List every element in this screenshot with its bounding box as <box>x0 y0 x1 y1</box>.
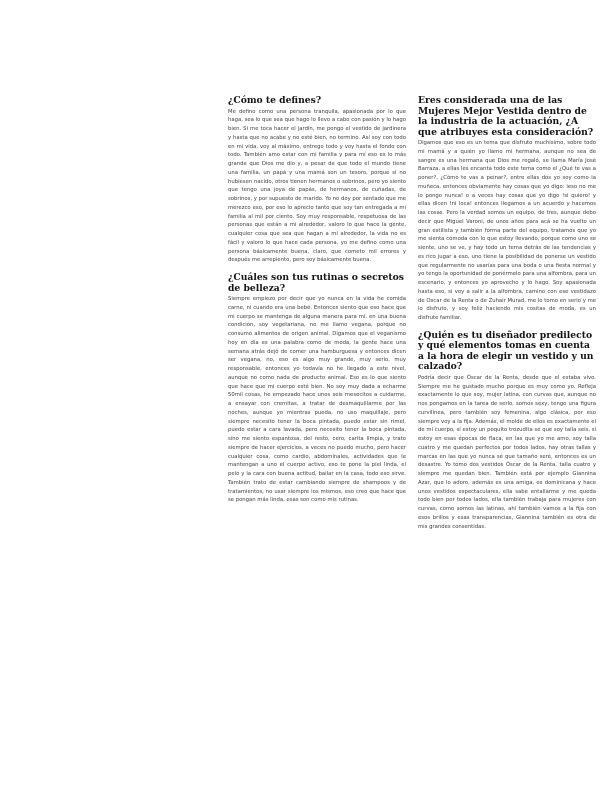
section-heading: ¿Cómo te defines? <box>228 95 322 106</box>
section-body: Siempre empiezo por decir que yo nunca en la vida he comida carne, ni cuando era una bebé. Entonces siento que eso hace que mi cuerpo se mantenga de alguna manera para mí, en una buena condición, soy vegetariana, no me llamo vegana, porque no consumo alimentos de origen animal. Digamos que el veganismo hoy en día es una palabra como de moda, la gente hace una semana atrás dejó de comer una hamburguesa y entonces dicen ser vegana, no, eso es algo muy grande, muy serio, muy responsable, entonces yo todavía no he llegado a este nivel, aunque no como nada de producto animal. Eso es lo que siento que hace que mi cuerpo esté bien. No soy muy dada a echarme 50mil cosas, he empezado hace unos seis mesecitos a cuidarme, a ensayar con cremitas, a tratar de desmaquillarme por las noches, aunque yo mientras pueda, no uso maquillaje, pero siempre necesito tener la boca pintada, puedo estar sin rimel, puedo estar a cara lavada, pero necesito tener la boca pintada, sino me siento espantosa, del resto, cero, carita limpia, y trato siempre de hacer ejercicios, a veces no puedo mucho, pero hacer cualquier cosa, como cardio, abdominales, actividades que le mantengan a uno el cuerpo activo, eso te pone la piel linda, el pelo y la cara con buena actitud, bailar en la casa, todo eso sirve. También trato de estar cambiando siempre de shampoos y de tratamientos, no usar siempre los mismos, eso creo que hace que se pongan más linda, esas son como mis rutinas. <box>228 296 406 504</box>
section-body: Me defino como una persona tranquila, apasionada por lo que haga, sea lo que sea que hago lo llevo a cabo con pasión y lo hago bien. Si me toca hacer el jardín, me pongo el vestido de jardinera y hasta que no acabe y no esté bien, no termino. Así soy con todo en mi vida, voy al máximo, entrego todo y voy hasta el fondo con todo. También amo estar con mi familia y para mí eso es lo más grande que Dios me dio y, a pesar de que todo el mundo tiene una familia, un papá y una mamá son un tesoro, porque si no hubiesen nacido, otros tienen hermanos o sobrinos, pero yo siento que tengo una joya de papás, de hermanos, de cuñadas, de sobrinos, y por supuesto de marido. Yo no doy por sentado que me merezco eso, por eso lo aprecio tanto que soy tan entregada a mi familia al mil por ciento. Soy muy responsable, respetuosa de las personas que están a mi alrededor, valoro lo que hace la gente, cualquier cosa que sea que hagan a mi alrededor, la vida no es fácil y valoro lo que hace cada persona, yo me defino como una persona básicamente buena, claro, que cometo mil errores y después me arrepiento, pero soy básicamente buena. <box>228 108 406 264</box>
section-body: Digamos que eso es un tema que disfruto muchísimo, sobre todo mi mamá y a quién yo llamo mi hermana, aunque no sea de sangre es una hermana que Dios me regaló, se llama María José Barraza, a ellas les encanta todo este tema como el ¿Qué te vas a poner?, ¿Cómo te vas a peinar?, entre ellas dos yo soy como la muñeca, entonces obviamente hay cosas que yo digo: ieso no me lo pongo nunca! o a veces hay cosas que yo digo !si quiero! y ellas dicen !ni loca! entonces llegamos a un acuerdo y hacemos las cosas. Pero la verdad somos un equipo, de tres, aunque debo decir que Miguel Varoni, de unos años para acá se ha vuelto un gran estilista y también forma parte del equipo, tratamos que yo me sienta cómoda con lo que estoy llevando, porque como uno se siente, uno se ve, y hay todo un tema detrás de las tendencias y es rico jugar a eso, uno tiene la posibilidad de ponerse un vestido que regularmente no usarías para una boda o una fiesta normal y yo tengo la oportunidad de ponérmelo para una alfombra, para un escenario, y entonces yo aprovecho y lo hago. Soy apasionada hasta eso, si voy a salir a la alfombra, camino con ese vestidazo de Oscar de la Renta o de Zuhair Murad, me lo tomo en serio y me lo disfruto, y soy feliz haciendo mis cositas de moda, es un disfrute familiar. <box>418 140 596 321</box>
article-section <box>228 96 406 265</box>
section-heading: Eres considerada una de las Mujeres Mejor Vestida dentro de la industria de la actuación, ¿A que atribuyes esta consideración? <box>418 95 594 138</box>
left-column <box>228 96 406 513</box>
section-heading: ¿Cuáles son tus rutinas o secretos de belleza? <box>228 272 404 294</box>
article-section <box>418 331 596 532</box>
right-column <box>418 96 596 539</box>
article-section <box>228 273 406 505</box>
section-body: Podría decir que Óscar de la Renta, desde que el estaba vivo. Siempre me he gustado mucho porque es muy como yo. Refleja exactamente lo que soy, mujer latina, con curvas que, aunque no nos pongamos en la tarea de serlo, somos sexy, tengo una figura curvilínea, pero también soy femenina, algo clásica, por eso siempre voy a la fija. Además, el molde de ellos es exactamente el de mi cuerpo, sí estoy un poquito trozudita sé que soy talla seis, sí estoy en esas épocas de flaca, en las que yo me amo, soy talla cuatro y me quedan perfectos por todos lados, hay otras tallas y marcas en las que yo nunca sé que tamaño seré, entonces es un desastre. Yo tomo dos vestidos Óscar de la Renta, talla cuatro y siempre me quedan bien. También está por ejemplo Giannina Azar, que lo adoro, además es una amiga, es dominicana y hace unos vestidos espectaculares, ella sabe entallarme y me queda todo bien por todos lados, ella también trabaja para mujeres con curvas, como somos las latinas, ahí también vamos a la fija con esos brillos y esas transparencias, Giannina también es otra de mis grandes consentidas. <box>418 374 596 530</box>
article-section <box>418 96 596 323</box>
section-heading: ¿Quién es tu diseñador predilecto y qué elementos tomas en cuenta a la hora de elegir un vestido y un calzado? <box>418 329 594 373</box>
